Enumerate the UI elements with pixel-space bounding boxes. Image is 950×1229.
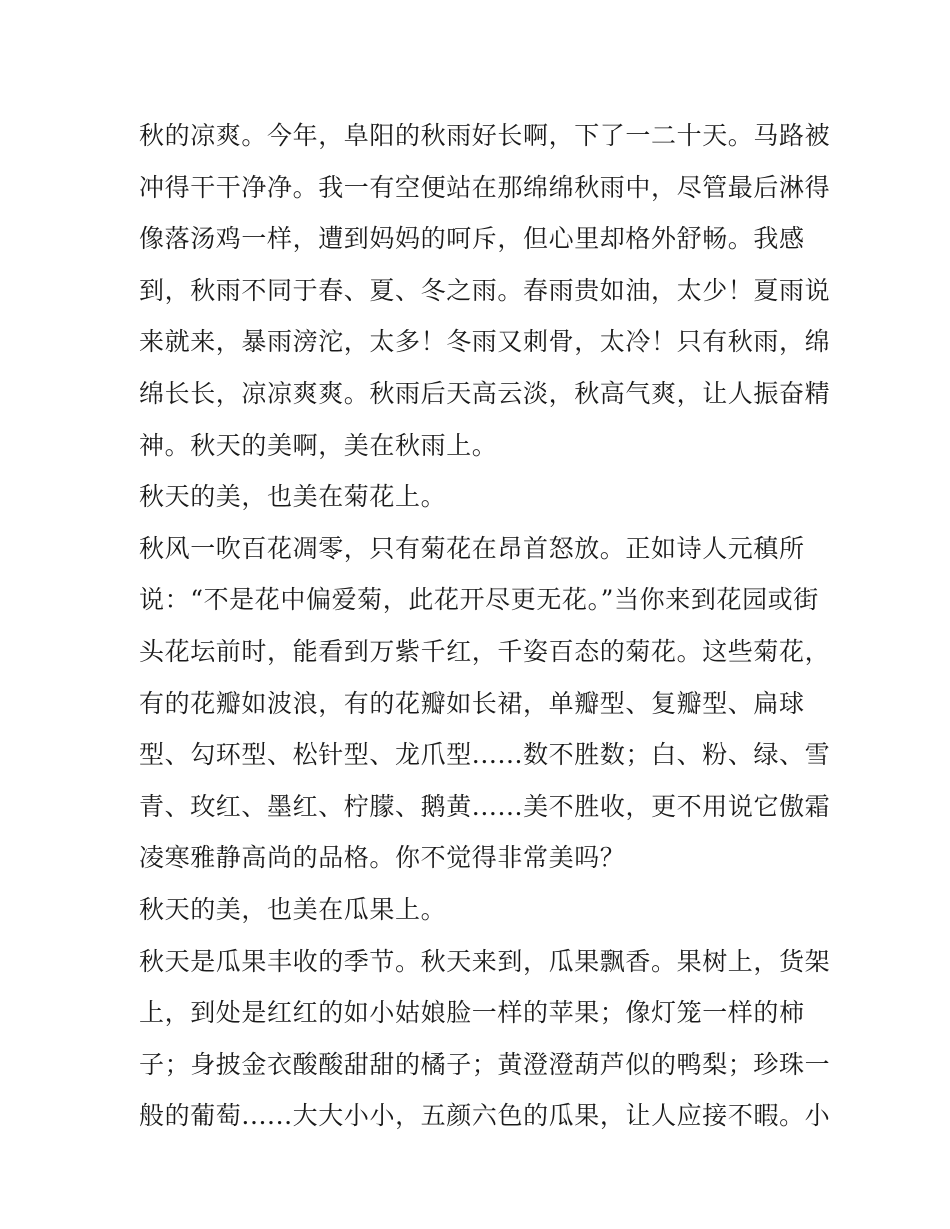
text-line: 有的花瓣如波浪，有的花瓣如长裙，单瓣型、复瓣型、扁球 — [139, 688, 805, 718]
text-line: 子；身披金衣酸酸甜甜的橘子；黄澄澄葫芦似的鸭梨；珍珠一 — [139, 1049, 831, 1079]
section-heading-line: 秋天的美，也美在瓜果上。 — [139, 894, 447, 924]
text-line: 冲得干干净净。我一有空便站在那绵绵秋雨中，尽管最后淋得 — [139, 172, 831, 202]
document-body — [139, 110, 831, 1142]
text-line: 头花坛前时，能看到万紫千红，千姿百态的菊花。这些菊花， — [139, 636, 831, 666]
text-line: 秋天是瓜果丰收的季节。秋天来到，瓜果飘香。果树上，货架 — [139, 946, 831, 976]
text-line: 到，秋雨不同于春、夏、冬之雨。春雨贵如油，太少！夏雨说 — [139, 275, 831, 305]
section-heading-line: 秋天的美，也美在菊花上。 — [139, 482, 447, 512]
text-line: 像落汤鸡一样，遭到妈妈的呵斥，但心里却格外舒畅。我感 — [139, 224, 805, 254]
text-line: 般的葡萄......大大小小，五颜六色的瓜果，让人应接不暇。小 — [139, 1101, 831, 1131]
text-line: 来就来，暴雨滂沱，太多！冬雨又刺骨，太冷！只有秋雨，绵 — [139, 327, 831, 357]
text-line: 型、勾环型、松针型、龙爪型......数不胜数；白、粉、绿、雪 — [139, 740, 831, 770]
text-line: 青、玫红、墨红、柠朦、鹅黄......美不胜收，更不用说它傲霜 — [139, 791, 831, 821]
text-line: 说：“不是花中偏爱菊，此花开尽更无花。”当你来到花园或街 — [139, 585, 819, 615]
text-line: 绵长长，凉凉爽爽。秋雨后天高云淡，秋高气爽，让人振奋精 — [139, 378, 831, 408]
text-line: 凌寒雅静高尚的品格。你不觉得非常美吗？ — [139, 843, 626, 873]
text-line: 上，到处是红红的如小姑娘脸一样的苹果；像灯笼一样的柿 — [139, 998, 805, 1028]
text-line: 秋风一吹百花凋零，只有菊花在昂首怒放。正如诗人元稹所 — [139, 533, 805, 563]
text-line: 秋的凉爽。今年，阜阳的秋雨好长啊，下了一二十天。马路被 — [139, 121, 831, 150]
text-line: 神。秋天的美啊，美在秋雨上。 — [139, 430, 498, 460]
